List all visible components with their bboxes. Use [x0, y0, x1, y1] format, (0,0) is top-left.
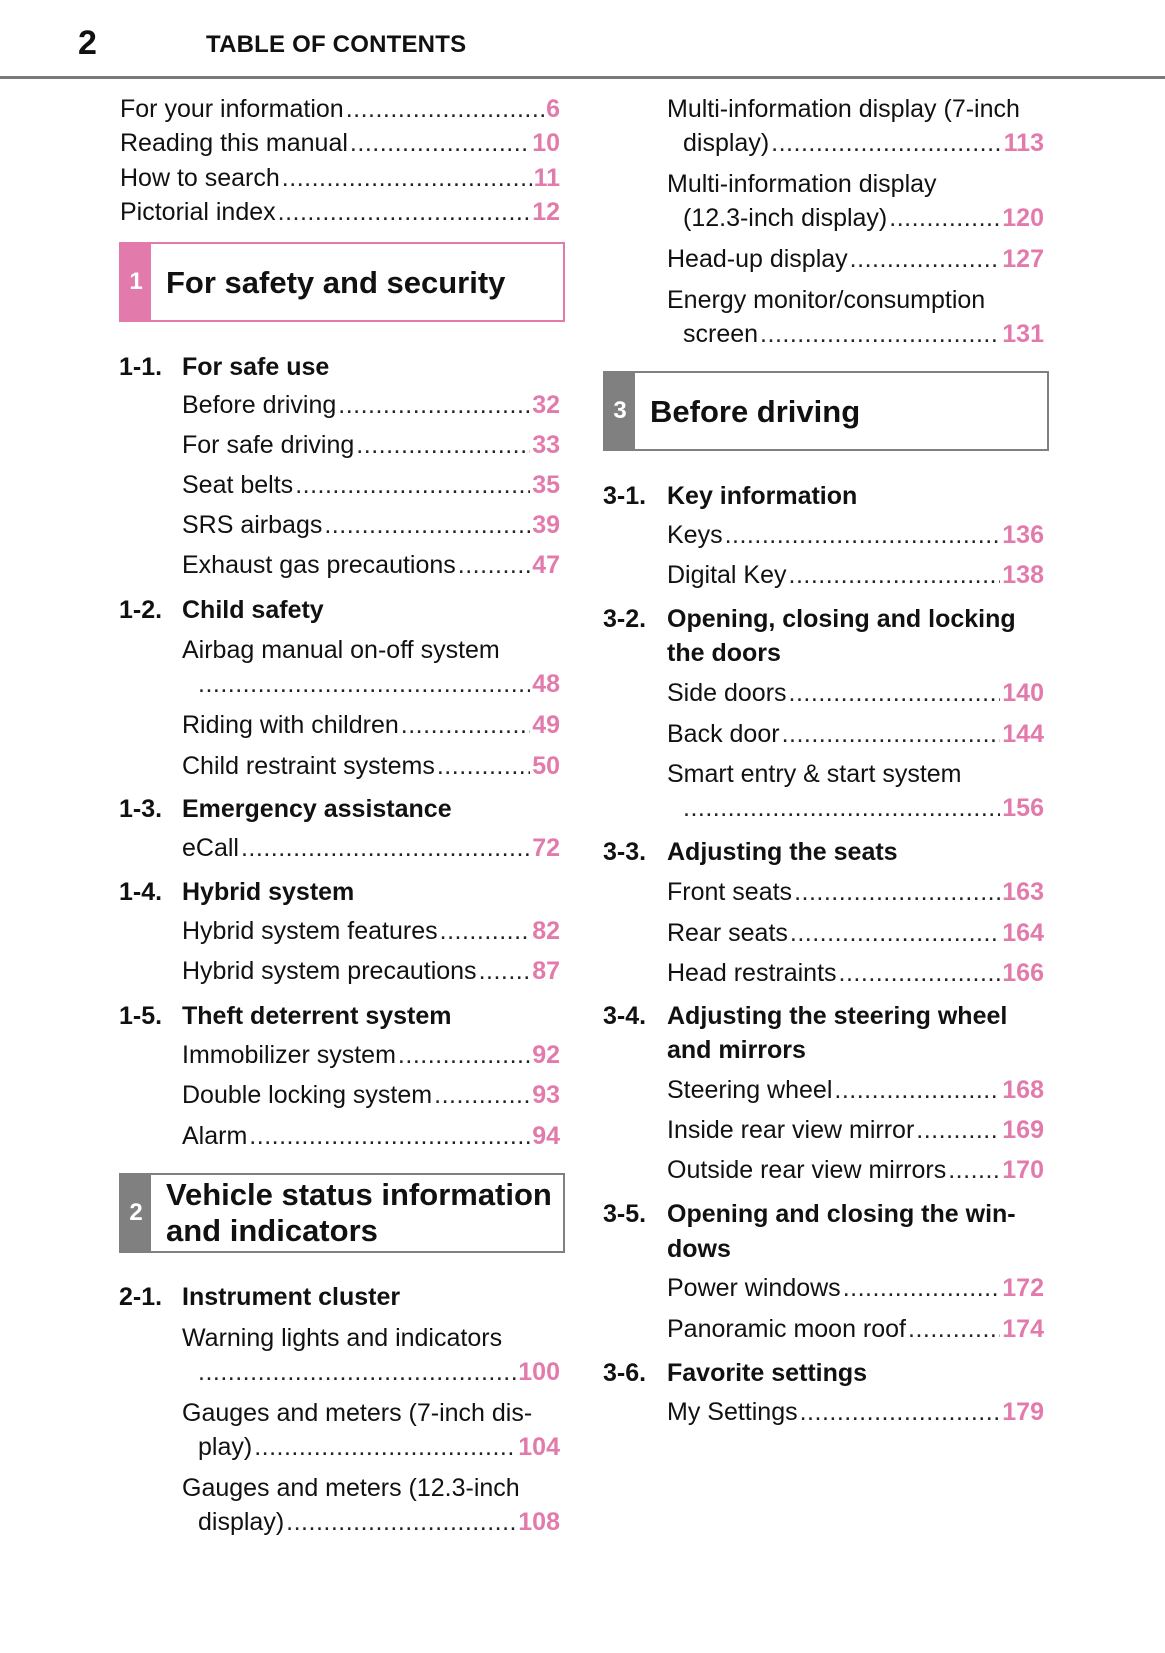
toc-entry-title: Double locking system	[182, 1081, 433, 1109]
toc-entry-page: 39	[532, 511, 560, 539]
toc-entry-page: 170	[1002, 1156, 1044, 1184]
toc-entry[interactable]	[120, 97, 560, 122]
toc-entry-title[interactable]: Multi-information display (7-inch	[667, 95, 1020, 123]
subsection-number: 3-1.	[603, 482, 647, 510]
section-2-title-line1: Vehicle status information	[166, 1177, 552, 1212]
toc-entry-title: For your information	[120, 95, 344, 123]
toc-entry-page: 11	[533, 164, 560, 192]
toc-entry-page: 33	[532, 431, 560, 459]
toc-entry[interactable]	[182, 836, 560, 861]
toc-entry[interactable]	[182, 1124, 560, 1149]
toc-entry-page: 172	[1002, 1274, 1044, 1302]
toc-entry[interactable]	[182, 1043, 560, 1068]
toc-entry[interactable]	[667, 1400, 1044, 1425]
toc-entry-page: 156	[1002, 794, 1044, 822]
subsection-number: 1-4.	[119, 878, 163, 906]
toc-entry-title: Alarm	[182, 1122, 248, 1150]
toc-entry-page: 179	[1002, 1398, 1044, 1426]
toc-entry[interactable]	[667, 1276, 1044, 1301]
subsection-number: 1-1.	[119, 353, 163, 381]
toc-entry-page: 136	[1002, 521, 1044, 549]
toc-entry-title: Inside rear view mirror	[667, 1116, 915, 1144]
subsection-title: Child safety	[182, 596, 324, 624]
toc-entry-title: eCall	[182, 834, 239, 862]
toc-entry-page: 113	[1003, 129, 1044, 157]
toc-entry-title: Reading this manual	[120, 129, 348, 157]
toc-entry[interactable]	[667, 1118, 1044, 1143]
toc-entry-title: Digital Key	[667, 561, 787, 589]
toc-entry-title: SRS airbags	[182, 511, 323, 539]
toc-entry-title: Head restraints	[667, 959, 837, 987]
subsection-title: Theft deterrent system	[182, 1002, 452, 1030]
toc-entry-page: 92	[532, 1041, 560, 1069]
toc-entry-page: 131	[1002, 320, 1044, 348]
toc-entry[interactable]	[182, 959, 560, 984]
header-divider	[0, 76, 1165, 79]
toc-entry-title: screen	[683, 320, 759, 348]
subsection-title: and mirrors	[667, 1036, 806, 1064]
subsection-number: 3-6.	[603, 1359, 647, 1387]
toc-entry[interactable]	[667, 681, 1044, 706]
toc-entry-page: 120	[1002, 204, 1044, 232]
section-2-tab: 2	[121, 1175, 151, 1251]
toc-entry-title: display)	[198, 1508, 285, 1536]
toc-entry[interactable]	[182, 919, 560, 944]
toc-entry[interactable]	[198, 1360, 560, 1385]
toc-entry-page: 169	[1002, 1116, 1044, 1144]
subsection-number: 3-3.	[603, 838, 647, 866]
toc-entry[interactable]	[683, 206, 1044, 231]
toc-entry[interactable]	[667, 1158, 1044, 1183]
toc-entry-title: Child restraint systems	[182, 752, 435, 780]
toc-entry-title: Seat belts	[182, 471, 294, 499]
toc-entry-title: For safe driving	[182, 431, 355, 459]
subsection-number: 1-3.	[119, 795, 163, 823]
section-1-header[interactable]	[119, 242, 565, 322]
toc-entry[interactable]	[198, 1435, 560, 1460]
toc-entry[interactable]	[667, 1317, 1044, 1342]
toc-entry-page: 6	[546, 95, 560, 123]
toc-entry[interactable]	[683, 796, 1044, 821]
subsection-number: 2-1.	[119, 1283, 163, 1311]
toc-entry[interactable]	[667, 523, 1044, 548]
toc-entry-title: My Settings	[667, 1398, 798, 1426]
subsection-number: 1-2.	[119, 596, 163, 624]
page-title: TABLE OF CONTENTS	[206, 31, 467, 58]
subsection-title: Emergency assistance	[182, 795, 452, 823]
toc-entry[interactable]	[182, 754, 560, 779]
toc-entry[interactable]	[667, 921, 1044, 946]
toc-entry-title: Panoramic moon roof	[667, 1315, 907, 1343]
section-3-title: Before driving	[650, 394, 861, 429]
toc-entry-title: Hybrid system precautions	[182, 957, 477, 985]
section-2-title-line2: and indicators	[166, 1213, 378, 1248]
toc-entry[interactable]	[667, 247, 1044, 272]
toc-entry-title: Immobilizer system	[182, 1041, 396, 1069]
toc-entry[interactable]	[667, 722, 1044, 747]
toc-entry[interactable]	[182, 1083, 560, 1108]
toc-entry[interactable]	[182, 473, 560, 498]
toc-entry-page: 108	[518, 1508, 560, 1536]
toc-entry-page: 144	[1002, 720, 1044, 748]
toc-entry[interactable]	[198, 1510, 560, 1535]
toc-entry-page: 50	[532, 752, 560, 780]
toc-entry[interactable]	[120, 166, 560, 191]
subsection-title: Key information	[667, 482, 858, 510]
toc-entry-title[interactable]: Energy monitor/consumption	[667, 286, 986, 314]
subsection-number: 3-2.	[603, 605, 647, 633]
toc-entry[interactable]	[120, 200, 560, 225]
toc-entry[interactable]	[667, 1078, 1044, 1103]
toc-entry[interactable]	[182, 713, 560, 738]
toc-entry-title: Exhaust gas precautions	[182, 551, 456, 579]
toc-entry-page: 32	[532, 391, 560, 419]
toc-entry-title[interactable]: Gauges and meters (7-inch dis-	[182, 1399, 533, 1427]
toc-entry-page: 82	[532, 917, 560, 945]
toc-entry-page: 174	[1002, 1315, 1044, 1343]
subsection-title: Opening, closing and locking	[667, 605, 1016, 633]
subsection-title: Adjusting the steering wheel	[667, 1002, 1008, 1030]
subsection-title: Opening and closing the win-	[667, 1200, 1016, 1228]
subsection-number: 3-5.	[603, 1200, 647, 1228]
toc-entry-page: 49	[532, 711, 560, 739]
toc-entry[interactable]	[667, 563, 1044, 588]
toc-entry-page: 100	[518, 1358, 560, 1386]
toc-entry-title: (12.3-inch display)	[683, 204, 888, 232]
toc-entry-title: display)	[683, 129, 770, 157]
subsection-title: the doors	[667, 639, 781, 667]
toc-entry[interactable]	[182, 393, 560, 418]
toc-entry-page: 94	[532, 1122, 560, 1150]
toc-entry-title: Power windows	[667, 1274, 841, 1302]
toc-entry[interactable]	[182, 433, 560, 458]
toc-entry[interactable]	[198, 672, 560, 697]
toc-entry[interactable]	[667, 961, 1044, 986]
toc-entry-page: 10	[532, 129, 560, 157]
toc-entry-page: 140	[1002, 679, 1044, 707]
toc-entry-page: 163	[1002, 878, 1044, 906]
toc-entry-title: play)	[198, 1433, 253, 1461]
subsection-title: Instrument cluster	[182, 1283, 401, 1311]
toc-entry-title: Back door	[667, 720, 780, 748]
section-1-title: For safety and security	[166, 265, 506, 300]
section-1-tab: 1	[121, 244, 151, 320]
toc-entry-title: Keys	[667, 521, 723, 549]
toc-entry-page: 104	[518, 1433, 560, 1461]
toc-entry-title: Rear seats	[667, 919, 788, 947]
section-2-header[interactable]	[119, 1173, 565, 1253]
toc-entry-page: 35	[532, 471, 560, 499]
toc-entry[interactable]	[683, 322, 1044, 347]
toc-entry-title[interactable]: Multi-information display	[667, 170, 937, 198]
toc-entry[interactable]	[182, 553, 560, 578]
toc-entry-title: How to search	[120, 164, 280, 192]
toc-entry-title[interactable]: Airbag manual on-off system	[182, 636, 500, 664]
toc-entry[interactable]	[182, 513, 560, 538]
toc-entry-title: Hybrid system features	[182, 917, 438, 945]
toc-entry-title: Before driving	[182, 391, 337, 419]
toc-entry-title: Riding with children	[182, 711, 399, 739]
toc-entry-page: 87	[532, 957, 560, 985]
toc-entry-title[interactable]: Smart entry & start system	[667, 760, 962, 788]
subsection-number: 1-5.	[119, 1002, 163, 1030]
toc-entry-page: 127	[1002, 245, 1044, 273]
toc-entry[interactable]	[120, 131, 560, 156]
subsection-title: Hybrid system	[182, 878, 355, 906]
toc-entry[interactable]	[683, 131, 1044, 156]
toc-entry[interactable]	[667, 880, 1044, 905]
subsection-title: Favorite settings	[667, 1359, 868, 1387]
section-3-header[interactable]	[603, 371, 1049, 451]
subsection-title: Adjusting the seats	[667, 838, 898, 866]
toc-entry-title: Outside rear view mirrors	[667, 1156, 947, 1184]
toc-entry-page: 72	[532, 834, 560, 862]
toc-entry-title: Steering wheel	[667, 1076, 833, 1104]
section-3-tab: 3	[605, 373, 635, 449]
toc-entry-title[interactable]: Warning lights and indicators	[182, 1324, 503, 1352]
toc-entry-title: Pictorial index	[120, 198, 276, 226]
toc-entry-page: 48	[532, 670, 560, 698]
toc-entry-title: Side doors	[667, 679, 787, 707]
toc-entry-page: 166	[1002, 959, 1044, 987]
toc-entry-title[interactable]: Gauges and meters (12.3-inch	[182, 1474, 520, 1502]
page-number: 2	[78, 24, 97, 62]
toc-entry-page: 138	[1002, 561, 1044, 589]
subsection-title: For safe use	[182, 353, 330, 381]
subsection-number: 3-4.	[603, 1002, 647, 1030]
toc-entry-title: Head-up display	[667, 245, 848, 273]
toc-entry-page: 93	[532, 1081, 560, 1109]
toc-entry-page: 12	[532, 198, 560, 226]
toc-entry-page: 168	[1002, 1076, 1044, 1104]
toc-entry-title: Front seats	[667, 878, 793, 906]
toc-entry-page: 164	[1002, 919, 1044, 947]
toc-entry-page: 47	[532, 551, 560, 579]
subsection-title: dows	[667, 1235, 731, 1263]
